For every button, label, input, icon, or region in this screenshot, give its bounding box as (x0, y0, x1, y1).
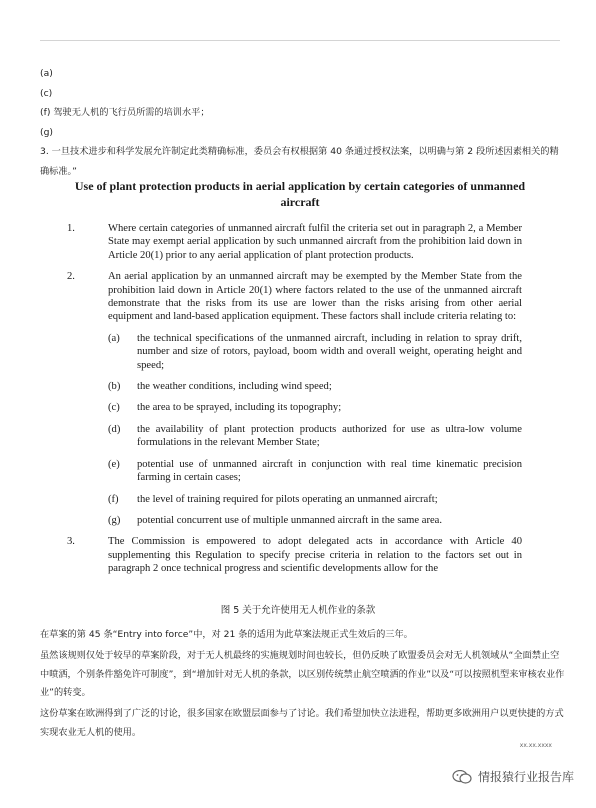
zh-line: (f) 驾驶无人机的飞行员所需的培训水平； (40, 107, 210, 118)
criteria-item (108, 514, 522, 527)
figure-caption: 图 5 关于允许使用无人机作业的条款 (220, 605, 376, 616)
criteria-letter: (f) (108, 493, 119, 505)
criteria-text: the technical specifications of the unmanned aircraft, including in relation to spray drift, number and size of rotors, payload, boom width and overall weight, operating height and speed; (137, 332, 522, 371)
criteria-letter: (b) (108, 381, 121, 393)
zh-paragraph-3: 3. 一旦技术进步和科学发展允许制定此类精确标准，委员会有权根据第 40 条通过授权法案，以明确与第 2 段所述因素相关的精确标准。” (40, 146, 559, 177)
paragraph-text: The Commission is empowered to adopt delegated acts in accordance with Article 40 supplementing this Regulation to specify precise criteria in relation to the factors set out in paragraph 2 once technical progress and scientific developments allow for the (108, 536, 522, 575)
criteria-text: the level of training required for pilots operating an unmanned aircraft; (137, 493, 438, 505)
paragraph-text: An aerial application by an unmanned aircraft may be exempted by the Member State from the prohibition laid down in Article 20(1) where factors related to the use of the unmanned aircraft demonstrate that the risks from its use are lower than the risks arising from other aerial equipment and land-based application equipment. These factors shall include criteria relating to: (108, 271, 522, 323)
page-number: xx.xx.xxxx (519, 742, 552, 749)
criteria-text: potential use of unmanned aircraft in conjunction with real time kinematic precision farming in certain cases; (137, 458, 522, 484)
criteria-item (108, 332, 522, 372)
paragraph-number: 1. (67, 223, 75, 234)
criteria-letter: (e) (108, 458, 120, 470)
criteria-item (108, 401, 522, 414)
criteria-text: potential concurrent use of multiple unmanned aircraft in the same area. (137, 514, 443, 526)
criteria-letter: (c) (108, 402, 120, 414)
numbered-paragraph (67, 270, 522, 324)
criteria-text: the weather conditions, including wind speed; (137, 381, 332, 393)
commentary-paragraph: 虽然该规则仅处于较早的草案阶段，对于无人机最终的实施规划时间也较长，但仍反映了欧盟委员会对无人机领域从“全面禁止空中喷洒，个别条件豁免许可制度”，到“增加针对无人机的条款，以区别传统禁止航空喷洒的作业”以及“可以按照机型来审核农业作业”的转变。 (40, 649, 565, 699)
paragraph-text: Where certain categories of unmanned aircraft fulfil the criteria set out in paragraph 2, a Member State may exempt aerial application by such unmanned aircraft from the prohibition laid down in Article 20(1) prior to any aerial application of plant protection products. (108, 223, 522, 261)
criteria-letter: (d) (108, 423, 121, 435)
chinese-translation-top (40, 64, 565, 181)
criteria-letter: (a) (108, 332, 120, 344)
numbered-paragraph (67, 535, 522, 575)
commentary-paragraph: 在草案的第 45 条“Entry into force”中，对 21 条的适用为此草案法规正式生效后的三年。 (40, 629, 413, 640)
document-heading: Use of plant protection products in aerial application by certain categories of unmanned aircraft (74, 179, 526, 209)
zh-line: (a) (40, 68, 53, 79)
source-watermark (452, 768, 574, 785)
zh-line: (g) (40, 126, 54, 138)
numbered-paragraph (67, 222, 522, 262)
criteria-letter: (g) (108, 514, 121, 526)
top-divider (40, 40, 560, 41)
chinese-commentary (40, 626, 565, 745)
criteria-item (108, 380, 522, 393)
criteria-item (108, 493, 522, 506)
criteria-item (108, 458, 522, 485)
watermark-text: 情报猿行业报告库 (477, 770, 574, 784)
criteria-item (108, 423, 522, 450)
regulation-text (67, 222, 522, 583)
paragraph-number: 2. (67, 271, 75, 283)
wechat-icon (452, 770, 472, 784)
commentary-paragraph: 这份草案在欧洲得到了广泛的讨论，很多国家在欧盟层面参与了讨论。我们希望加快立法进程，帮助更多欧洲用户以更快捷的方式实现农业无人机的使用。 (40, 708, 564, 738)
criteria-text: the area to be sprayed, including its topography; (137, 402, 342, 414)
zh-line: (c) (40, 87, 53, 99)
criteria-text: the availability of plant protection products authorized for use as ultra-low volume formulations in the relevant Member State; (137, 423, 522, 449)
paragraph-number: 3. (67, 536, 75, 548)
